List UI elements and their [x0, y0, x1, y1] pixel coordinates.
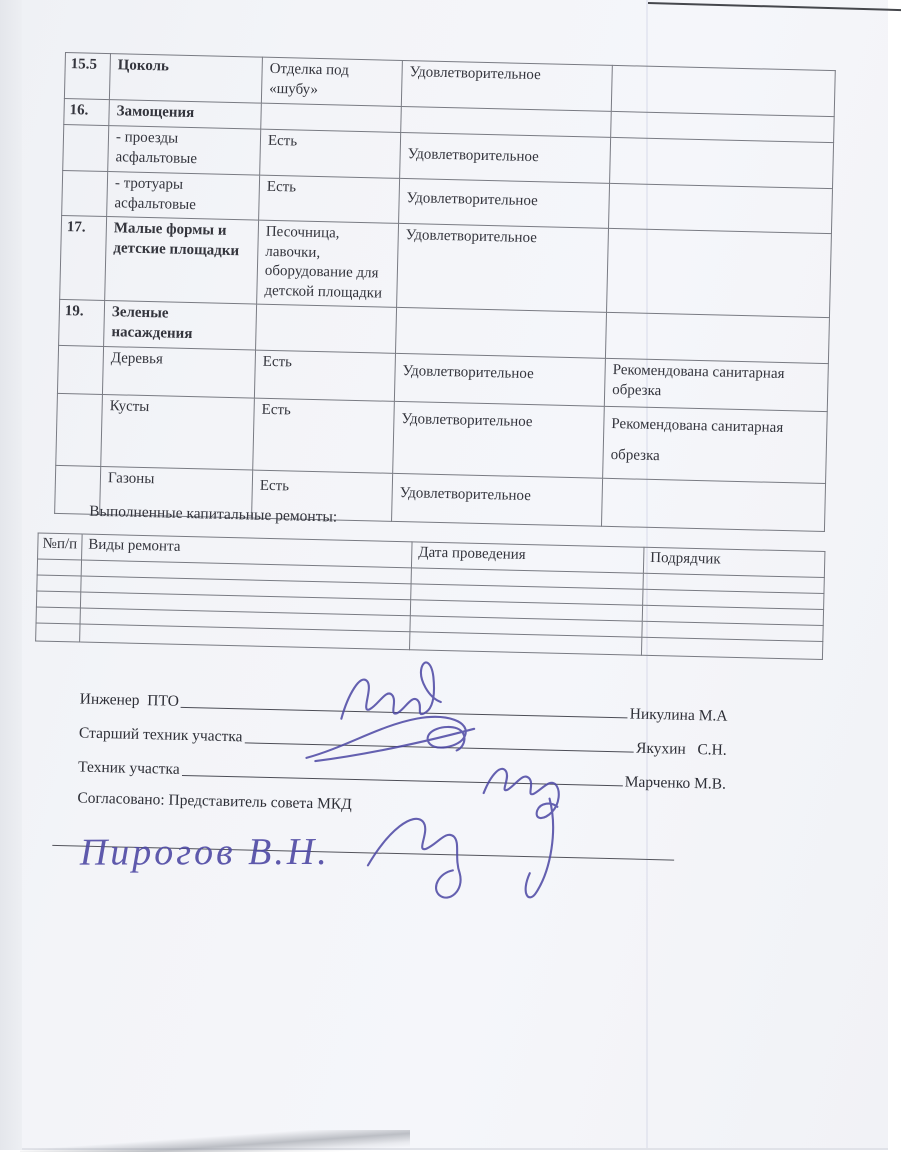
cell-note: [608, 183, 832, 233]
cell-condition: [395, 307, 606, 358]
cell-condition: Удовлетворительное: [397, 223, 609, 312]
signature-name: Марченко М.В.: [624, 773, 727, 793]
header-contractor: Подрядчик: [643, 547, 825, 577]
cell-element: Малые формы и детские площадки: [105, 217, 259, 305]
cell-condition: Удовлетворительное: [394, 353, 605, 406]
cell-element: - проезды асфальтовые: [108, 126, 261, 176]
cell-number: 16.: [64, 98, 110, 125]
agreement-line: Согласовано: Представитель совета МКД: [77, 789, 353, 813]
cell-number: 19.: [59, 299, 105, 346]
handwritten-signature-underline: [52, 845, 674, 863]
signature-role: Инженер ПТО: [79, 690, 180, 710]
cell-description: Есть: [260, 129, 401, 178]
cell-note: [610, 137, 834, 188]
cell-note: [605, 312, 829, 363]
repairs-table: [35, 532, 825, 660]
cell-description: Отделка под «шубу»: [261, 57, 402, 106]
header-repair-type: Виды ремонта: [82, 534, 413, 568]
cell-number: 15.5: [64, 53, 110, 100]
building-elements-table: [54, 52, 836, 532]
cell-note: [607, 228, 832, 317]
signature-role: Старший техник участка: [78, 724, 243, 746]
repairs-caption: Выполненные капитальные ремонты:: [88, 502, 338, 526]
cell-number: [57, 345, 103, 394]
cell-element: Кусты: [101, 394, 255, 470]
cell-number: 17.: [60, 215, 107, 300]
signature-name: Якухин С.Н.: [635, 739, 727, 759]
cell-condition: Удовлетворительное: [392, 473, 603, 526]
cell-condition: Удовлетворительное: [393, 401, 605, 478]
cell-note: [601, 478, 825, 531]
signature-name: Никулина М.А: [629, 705, 728, 725]
header-date: Дата проведения: [411, 542, 644, 573]
cell-condition: Удовлетворительное: [401, 60, 612, 111]
cell-note: [611, 65, 835, 116]
cell-number: [62, 170, 108, 216]
cell-description: [256, 304, 397, 353]
document-content: [40, 52, 840, 1150]
cell-number: [56, 393, 103, 466]
cell-condition: Удовлетворительное: [399, 178, 610, 228]
cell-note: Рекомендована санитарная обрезка: [603, 406, 828, 483]
signature-flourish-representative: [367, 818, 462, 898]
header-number: №п/п: [38, 533, 83, 560]
cell-element: Зеленые насаждения: [104, 301, 257, 351]
cell-description: Есть: [254, 350, 395, 401]
cell-description: Есть: [259, 175, 400, 223]
cell-description: Песочница, лавочки, оборудование для детской площадки: [257, 220, 399, 307]
cell-element: Газоны: [100, 466, 253, 518]
cell-number: [63, 124, 109, 171]
cell-note: Рекомендована санитарная обрезка: [604, 358, 828, 411]
cell-element: - тротуары асфальтовые: [107, 172, 260, 221]
cell-description: [261, 103, 402, 132]
handwritten-name: Пирогов В.Н.: [79, 830, 330, 874]
cell-condition: Удовлетворительное: [400, 132, 611, 183]
cell-element: Замощения: [109, 100, 262, 130]
signature-block: [77, 675, 728, 823]
signature-underline: [182, 774, 623, 786]
cell-description: Есть: [252, 470, 393, 521]
signature-role: Техник участка: [77, 758, 180, 778]
cell-element: Цоколь: [109, 54, 262, 104]
cell-description: Есть: [253, 398, 395, 473]
scan-left-edge: [0, 0, 22, 1150]
cell-element: Деревья: [102, 346, 255, 398]
